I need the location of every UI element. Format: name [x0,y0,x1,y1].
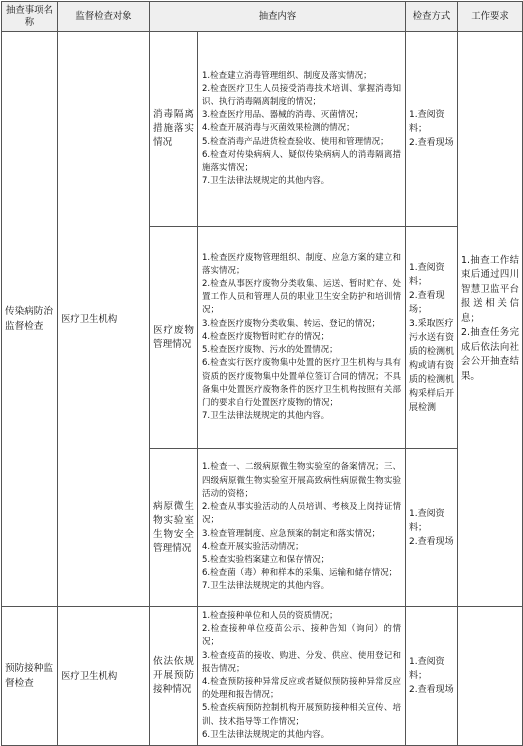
subitem-content [198,32,406,227]
content-line: 6.卫生法律法规规定的其他内容。 [202,729,330,740]
subitem-title: 消毒隔离措施落实情况 [150,32,198,227]
subitem-content [198,227,406,449]
content-line: 3.检查医疗用品、器械的消毒、灭菌情况； [202,110,364,121]
content-line: 7.卫生法律法规规定的其他内容。 [202,581,330,592]
item-name: 传染病防治监督检查 [5,306,53,332]
content-line: 5.检查医疗废物、污水的处置情况； [202,345,338,356]
method-line: 2.查看现场 [409,138,454,148]
header-content: 抽查内容 [150,2,406,32]
item-name-cell [2,607,58,746]
method-cell [406,449,458,607]
requirement-line: 2.抽查任务完成后依法向社会公开抽查结果。 [461,327,520,382]
content-line: 1.检查医疗废物管理组织、制度、应急方案的建立和落实情况； [202,252,402,276]
method-line: 2.查看现场 [409,685,454,696]
method-cell [406,32,458,227]
content-line: 4.检查预防接种异常反应或者疑似预防接种异常反应的处理和报告情况； [202,677,402,701]
target-text: 医疗卫生机构 [61,313,118,325]
header-requirement: 工作要求 [458,2,523,32]
content-line: 5.检查实验档案建立和保存情况； [202,554,330,565]
subitem-title: 医疗废物管理情况 [150,227,198,449]
content-line: 4.检查开展消毒与灭菌效果检测的情况； [202,123,355,134]
table-row [2,607,523,746]
item-name-cell [2,32,58,607]
content-line: 4.检查医疗废物暂时贮存的情况； [202,331,330,342]
target-cell [58,32,150,607]
content-line: 2.检查从事医疗废物分类收集、运送、暂时贮存、处置工作人员和管理人员的职业卫生安全防护和培训情况； [202,279,402,316]
method-line: 1.查阅资料； [409,262,445,287]
method-line: 1.查阅资料； [409,508,445,533]
subitem-title: 依法依规开展预防接种情况 [150,607,198,746]
content-line: 1.检查一、二级病原微生物实验室的备案情况；三、四级病原微生物实验室开展高致病性病原微生物实验活动的资格； [202,462,402,499]
requirement-line: 1.抽查工作结束后通过四川智慧卫监平台报送相关信息； [461,254,520,324]
content-line: 2.检查从事实验活动的人员培训、考核及上岗持证情况； [202,502,402,526]
content-line: 1.检查建立消毒管理组织、制度及落实情况； [202,70,372,81]
content-line: 5.检查消毒产品进货检查验收、使用和管理情况； [202,136,389,147]
method-cell [406,227,458,449]
target-cell [58,607,150,746]
content-line: 6.检查对传染病病人、疑似传染病病人的消毒隔离措施落实情况； [202,149,402,173]
content-line: 7.卫生法律法规规定的其他内容。 [202,411,330,422]
content-line: 1.检查接种单位和人员的资质情况； [202,611,338,621]
subitem-content [198,607,406,746]
content-line: 4.检查开展实验活动情况； [202,541,304,552]
content-line: 5.检查疾病预防控制机构开展预防接种相关宣传、培训、技术指导等工作情况； [202,703,402,727]
header-method: 检查方式 [406,2,458,32]
requirement-cell-empty [458,607,523,746]
content-line: 2.检查接种单位疫苗公示、接种告知（询问）的情况； [202,624,402,648]
content-line: 2.检查医疗卫生人员接受消毒技术培训、掌握消毒知识、执行消毒隔离制度的情况； [202,83,402,107]
method-line: 3.采取医疗污水送有资质的检测机构或请有资质的检测机构采样后开展检测 [409,318,455,413]
content-line: 3.检查疫苗的接收、购进、分发、供应、使用登记和报告情况； [202,650,402,674]
method-cell [406,607,458,746]
method-line: 2.查看现场 [409,536,454,547]
header-target: 监督检查对象 [58,2,150,32]
method-line: 1.查阅资料； [409,110,445,134]
content-line: 3.检查医疗废物分类收集、转运、登记的情况； [202,318,381,329]
content-line: 7.卫生法律法规规定的其他内容。 [202,176,330,187]
subitem-title: 病原微生物实验室生物安全管理情况 [150,449,198,607]
header-row [2,2,523,32]
item-name: 预防接种监督检查 [5,663,53,690]
method-line: 2.查看现场； [409,290,445,315]
target-text: 医疗卫生机构 [61,670,118,682]
content-line: 6.检查实行医疗废物集中处置的医疗卫生机构与具有资质的医疗废物集中处置单位签订合同的情况；不具备集中处置医疗废物条件的医疗卫生机构按照有关部门的要求自行处置医疗废物的情况； [202,358,402,408]
subitem-content [198,449,406,607]
method-line: 1.查阅资料； [409,657,445,682]
header-item-name: 抽查事项名称 [2,2,58,32]
content-line: 3.检查管理制度、应急预案的制定和落实情况； [202,528,381,539]
requirement-cell [458,32,523,607]
content-line: 6.检查菌（毒）种和样本的采集、运输和储存情况； [202,568,398,579]
table-row [2,32,523,227]
inspection-table [1,1,523,746]
